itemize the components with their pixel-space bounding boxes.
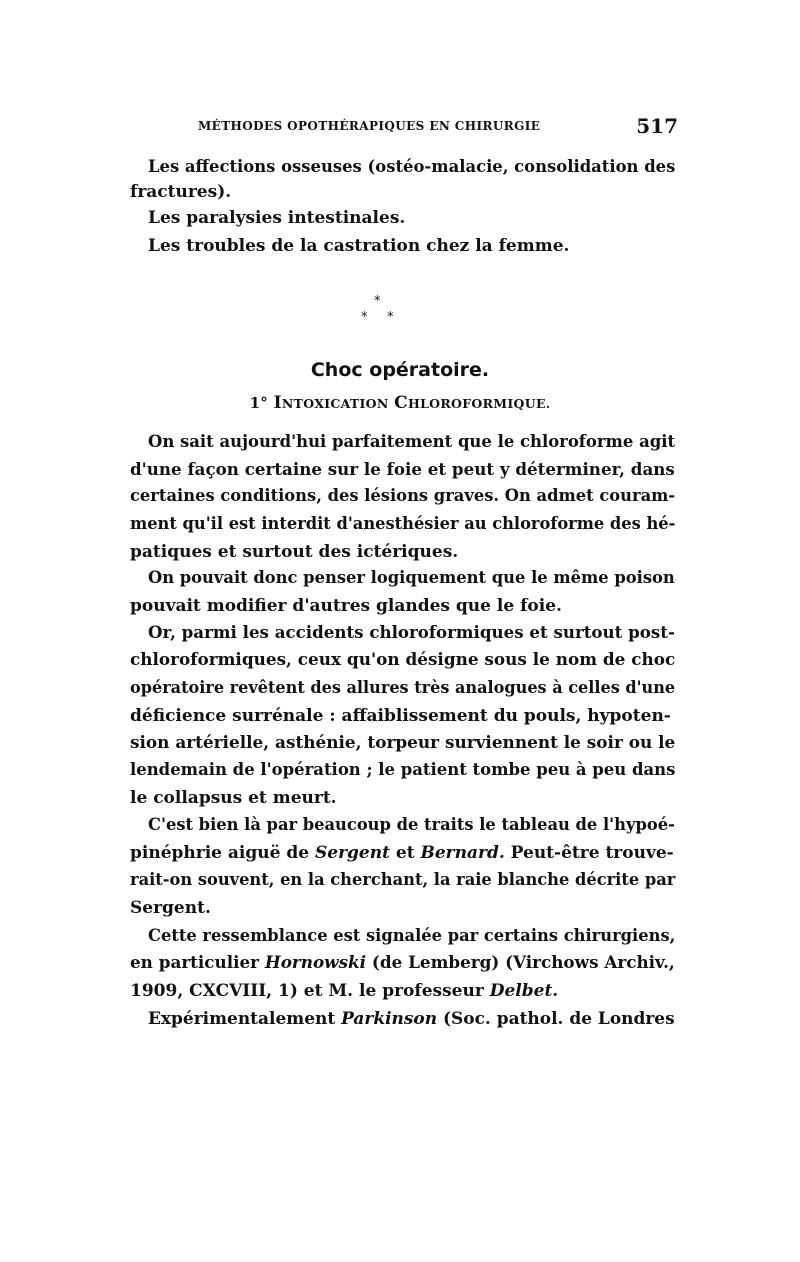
asterism-star-right: * xyxy=(387,310,394,325)
subsection-cap-1: I xyxy=(273,393,282,413)
subsection-cap-2: C xyxy=(394,393,408,413)
author-parkinson: Parkinson xyxy=(341,1009,438,1029)
para4-line-1: C'est bien là par beaucoup de traits le tableau de l'hypoé- xyxy=(148,815,675,835)
intro-line-3: Les paralysies intestinales. xyxy=(148,208,406,228)
body-line-13: lendemain de l'opération ; le patient tombe peu à peu dans xyxy=(130,760,676,780)
para5-line-2 xyxy=(130,951,675,975)
body-line-10: opératoire revêtent des allures très analogues à celles d'une xyxy=(130,678,676,698)
para4-line-4: Sergent. xyxy=(130,898,211,918)
para4-line-2-e: Peut-être trouve- xyxy=(504,843,674,863)
author-delbet: Delbet. xyxy=(489,981,559,1001)
para4-line-2-a: pinéphrie aiguë de xyxy=(130,843,315,863)
intro-line-4: Les troubles de la castration chez la femme. xyxy=(148,236,570,256)
author-sergent: Sergent xyxy=(315,843,390,863)
subsection-number: 1° xyxy=(249,394,269,412)
asterism-separator xyxy=(350,292,410,332)
para5-line-3 xyxy=(130,979,558,1003)
author-hornowski: Hornowski xyxy=(264,953,367,973)
page-number: 517 xyxy=(636,114,678,138)
body-line-8: Or, parmi les accidents chloroformiques et surtout post- xyxy=(148,623,675,643)
para6-line-1 xyxy=(148,1007,675,1031)
subsection-rest-1: NTOXICATION xyxy=(281,396,389,411)
body-line-11: déficience surrénale : affaiblissement du pouls, hypoten- xyxy=(130,706,671,726)
para4-line-2-c: et xyxy=(389,843,421,863)
asterism-star-top: * xyxy=(374,294,381,309)
intro-line-1: Les affections osseuses (ostéo-malacie, consolidation des xyxy=(148,157,676,177)
body-line-9: chloroformiques, ceux qu'on désigne sous le nom de choc xyxy=(130,650,676,670)
body-line-2: d'une façon certaine sur le foie et peut y déterminer, dans xyxy=(130,460,675,480)
para5-line-1: Cette ressemblance est signalée par certains chirurgiens, xyxy=(148,926,676,946)
running-head xyxy=(198,116,678,136)
section-title: Choc opératoire. xyxy=(310,359,490,381)
para6-line-1-a: Expérimentalement xyxy=(148,1009,342,1029)
para4-line-2 xyxy=(130,841,674,865)
para5-line-2-a: en particulier xyxy=(130,953,265,973)
para5-line-3-a: 1909, CXCVIII, 1) et M. le professeur xyxy=(130,981,490,1001)
para4-line-3: rait-on souvent, en la cherchant, la raie blanche décrite par xyxy=(130,870,676,890)
subsection-title xyxy=(130,392,670,415)
body-line-14: le collapsus et meurt. xyxy=(130,788,337,808)
intro-line-2: fractures). xyxy=(130,182,232,202)
body-line-1: On sait aujourd'hui parfaitement que le chloroforme agit xyxy=(148,432,676,452)
body-line-6: On pouvait donc penser logiquement que le même poison xyxy=(148,568,675,588)
subsection-rest-2: HLOROFORMIQUE. xyxy=(407,396,551,411)
author-bernard: Bernard. xyxy=(420,843,505,863)
para6-line-1-c: (Soc. pathol. de Londres xyxy=(437,1009,675,1029)
body-line-4: ment qu'il est interdit d'anesthésier au chloroforme des hé- xyxy=(130,514,676,534)
para5-line-2-c: (de Lemberg) (Virchows Archiv., xyxy=(366,953,675,973)
running-title: MÉTHODES OPOTHÉRAPIQUES EN CHIRURGIE xyxy=(198,119,541,133)
body-line-12: sion artérielle, asthénie, torpeur surviennent le soir ou le xyxy=(130,733,676,753)
body-line-3: certaines conditions, des lésions graves. On admet couram- xyxy=(130,486,676,506)
body-line-5: patiques et surtout des ictériques. xyxy=(130,542,459,562)
asterism-star-left: * xyxy=(361,310,368,325)
body-line-7: pouvait modifier d'autres glandes que le foie. xyxy=(130,596,562,616)
